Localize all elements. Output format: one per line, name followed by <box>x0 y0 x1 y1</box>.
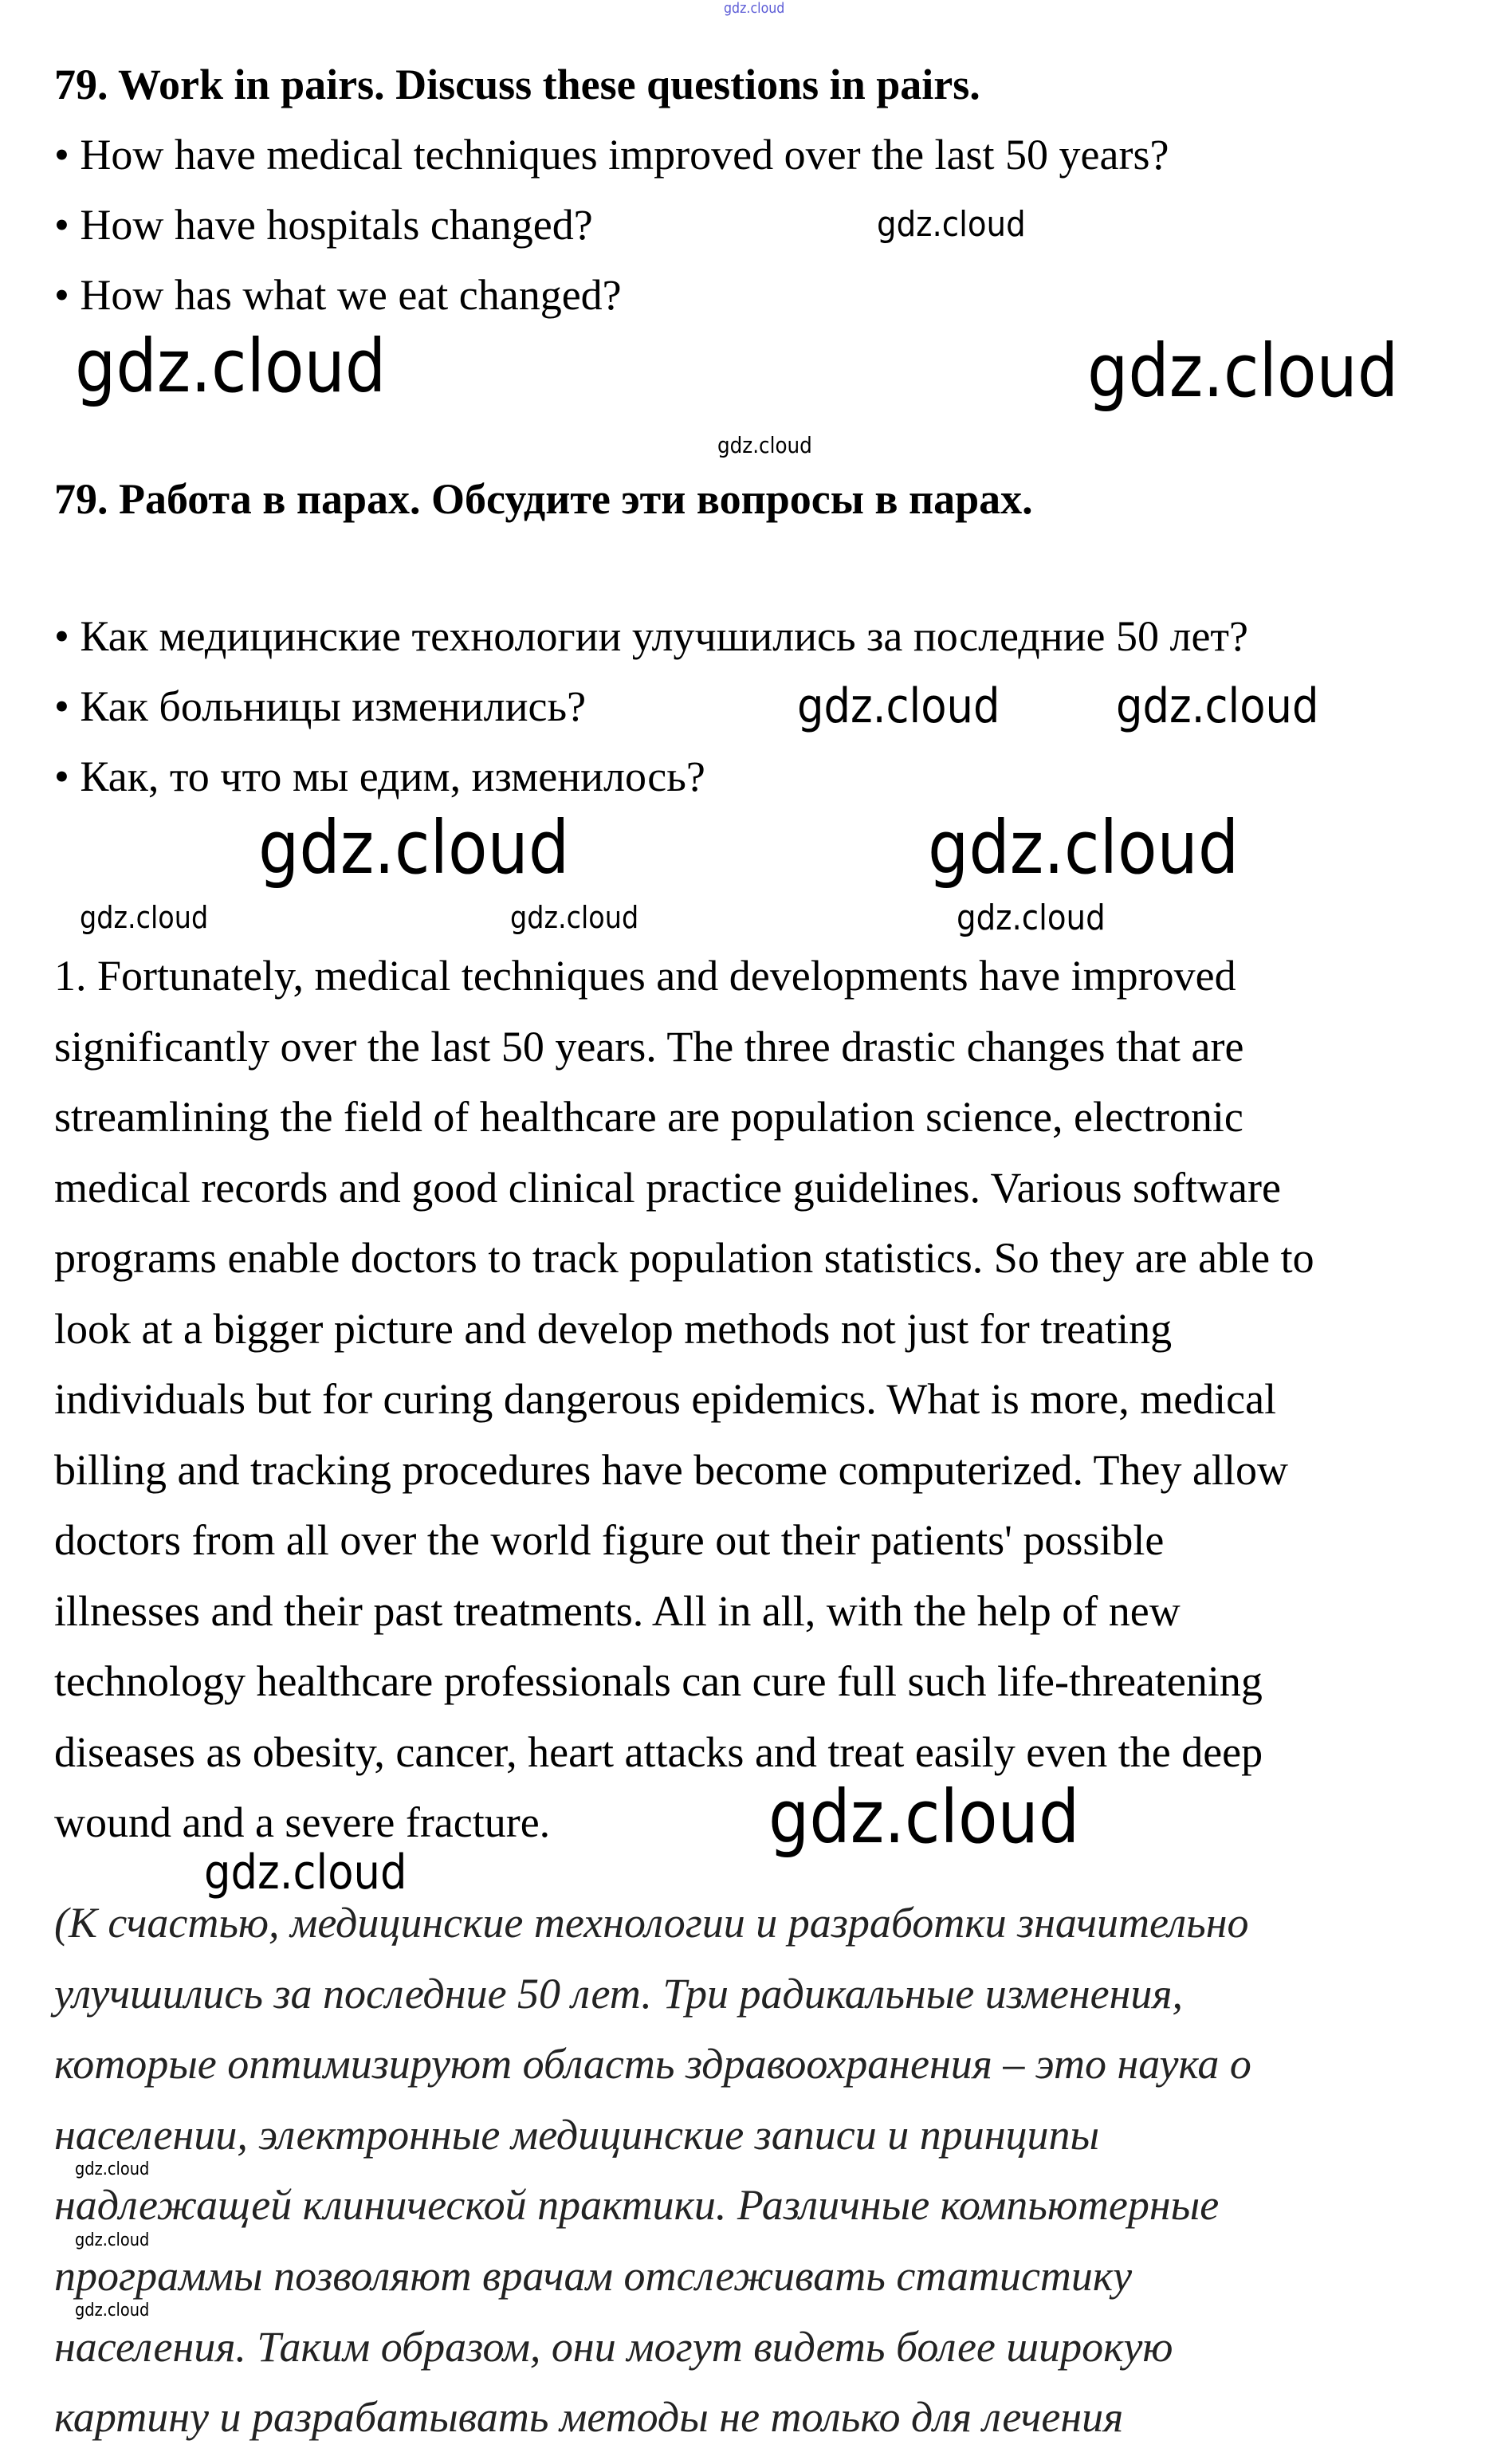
task-ru-question: • Как, то что мы едим, изменилось? <box>54 753 705 800</box>
answer-line: wound and a severe fracture. <box>54 1798 551 1846</box>
answer-line: программы позволяют врачам отслеживать статистику <box>54 2252 1133 2300</box>
task-en-question: • How have hospitals changed? <box>54 201 593 249</box>
answer-line: billing and tracking procedures have become computerized. They allow <box>54 1445 1288 1494</box>
answer-line: significantly over the last 50 years. The three drastic changes that are <box>54 1022 1244 1071</box>
answer-line: надлежащей клинической практики. Различные компьютерные <box>54 2181 1220 2230</box>
task-en-title: 79. Work in pairs. Discuss these questions in pairs. <box>54 61 980 108</box>
answer-line: улучшились за последние 50 лет. Три радикальные изменения, <box>54 1969 1184 2018</box>
answer-line: 1. Fortunately, medical techniques and developments have improved <box>54 952 1236 1000</box>
watermark: gdz.cloud <box>75 2301 150 2321</box>
answer-line: illnesses and their past treatments. All in all, with the help of new <box>54 1586 1181 1635</box>
answer-line: населения. Таким образом, они могут видеть более широкую <box>54 2322 1173 2371</box>
answer-line: населении, электронные медицинские записи и принципы <box>54 2110 1100 2159</box>
task-en-question: • How has what we eat changed? <box>54 271 622 319</box>
watermark: gdz.cloud <box>928 805 1240 890</box>
watermark: gdz.cloud <box>75 2159 150 2179</box>
task-ru-question: • Как медицинские технологии улучшились за последние 50 лет? <box>54 612 1248 660</box>
header-watermark: gdz.cloud <box>724 0 785 17</box>
answer-line: которые оптимизируют область здравоохранения – это наука о <box>54 2040 1251 2089</box>
task-ru-title: 79. Работа в парах. Обсудите эти вопросы в парах. <box>54 475 1033 523</box>
answer-line: doctors from all over the world figure out their patients' possible <box>54 1516 1165 1564</box>
answer-line: programs enable doctors to track population statistics. So they are able to <box>54 1234 1314 1282</box>
answer-line: diseases as obesity, cancer, heart attacks and treat easily even the deep <box>54 1727 1263 1776</box>
answer-line: medical records and good clinical practice guidelines. Various software <box>54 1163 1281 1212</box>
watermark: gdz.cloud <box>80 900 209 935</box>
watermark: gdz.cloud <box>797 678 1000 734</box>
watermark: gdz.cloud <box>75 2230 150 2250</box>
watermark: gdz.cloud <box>75 324 387 409</box>
watermark: gdz.cloud <box>204 1845 407 1900</box>
watermark: gdz.cloud <box>957 898 1106 938</box>
watermark: gdz.cloud <box>1087 328 1399 414</box>
watermark: gdz.cloud <box>1116 678 1319 734</box>
answer-line: individuals but for curing dangerous epidemics. What is more, medical <box>54 1375 1277 1423</box>
task-ru-question: • Как больницы изменились? <box>54 682 587 730</box>
watermark: gdz.cloud <box>877 204 1026 245</box>
watermark: gdz.cloud <box>258 805 570 890</box>
answer-line: (К счастью, медицинские технологии и разработки значительно <box>54 1899 1249 1947</box>
answer-line: streamlining the field of healthcare are population science, electronic <box>54 1093 1243 1141</box>
task-en-question: • How have medical techniques improved over the last 50 years? <box>54 131 1169 179</box>
watermark: gdz.cloud <box>717 432 812 458</box>
answer-line: technology healthcare professionals can cure full such life-threatening <box>54 1657 1263 1705</box>
watermark: gdz.cloud <box>768 1774 1080 1860</box>
answer-line: картину и разрабатывать методы не только для лечения <box>54 2393 1124 2442</box>
watermark: gdz.cloud <box>510 900 639 935</box>
answer-line: look at a bigger picture and develop methods not just for treating <box>54 1304 1173 1353</box>
